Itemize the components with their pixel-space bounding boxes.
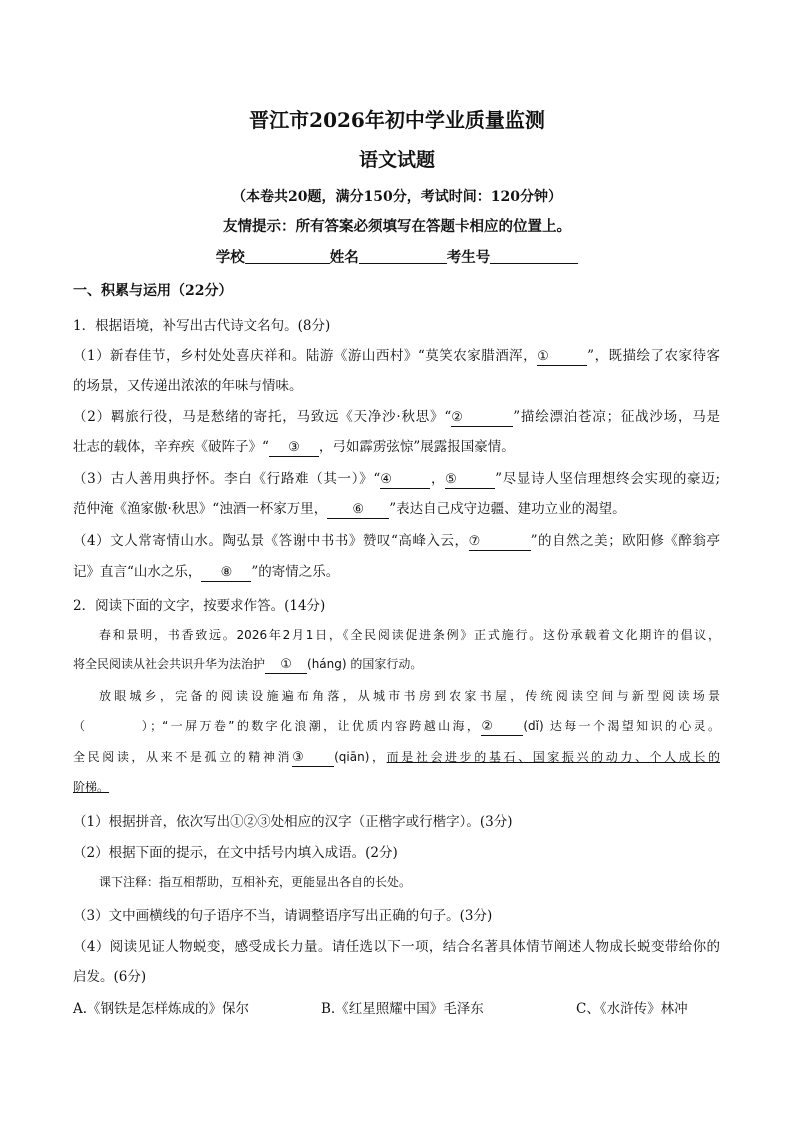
name-label: 姓名 bbox=[329, 249, 359, 266]
q1-stem: 1．根据语境，补写出古代诗文名句。(8分) bbox=[73, 318, 331, 334]
passage-line-4: （ ）；“一屏万卷”的数字化浪潮，让优质内容跨越山海，② (dǐ) 达每一个渴望知识的心灵。 bbox=[73, 719, 720, 734]
exam-title: 晋江市2026年初中学业质量监测 bbox=[249, 108, 545, 132]
blank-5: ⑤ bbox=[445, 472, 495, 489]
blank-2: ② bbox=[451, 410, 513, 427]
blank-6: ⑥ bbox=[327, 502, 389, 519]
exam-subtitle: 语文试题 bbox=[358, 149, 435, 171]
q2-sub-2: （2）根据下面的提示，在文中括号内填入成语。(2分) bbox=[73, 845, 398, 861]
choice-c: C、《水浒传》林冲 bbox=[576, 1001, 688, 1017]
school-field[interactable] bbox=[245, 249, 330, 264]
underlined-sentence: 而是社会进步的基石、国家振兴的动力、个人成长的 bbox=[386, 750, 720, 764]
q1-p3-line2: 范仲淹《渔家傲·秋思》“浊酒一杯家万里， ⑥ ”表达自己戍守边疆、建功立业的渴望。 bbox=[73, 501, 626, 517]
id-label: 考生号 bbox=[446, 249, 491, 266]
q2-sub-4-line2: 启发。(6分) bbox=[73, 969, 147, 985]
q1-p1-line1: （1）新春佳节，乡村处处喜庆祥和。陆游《游山西村》“莫笑农家腊酒浑，① ”，既描绘了农家待客 bbox=[73, 348, 720, 364]
passage-line-1: 春和景明，书香致远。2026年2月1日，《全民阅读促进条例》正式施行。这份承载着文化期许的倡议， bbox=[99, 628, 720, 642]
q2-sub-3: （3）文中画横线的句子语序不当，请调整语序写出正确的句子。(3分) bbox=[73, 908, 493, 924]
q1-p3-line1: （3）古人善用典抒怀。李白《行路难（其一）》“④ ，⑤ ”尽显诗人坚信理想终会实现的豪迈; bbox=[73, 471, 721, 487]
passage-line-3: 放眼城乡，完备的阅读设施遍布角落，从城市书房到农家书屋，传统阅读空间与新型阅读场景 bbox=[99, 689, 720, 703]
school-label: 学校 bbox=[215, 249, 245, 266]
passage-blank-1: ① bbox=[265, 657, 307, 674]
blank-4: ④ bbox=[380, 472, 430, 489]
q1-p2-line1: （2）羁旅行役，马是愁绪的寄托，马致远《天净沙·秋思》“② ”描绘漂泊苍凉；征战沙场，马是 bbox=[73, 409, 720, 425]
choice-a: A.《钢铁是怎样炼成的》保尔 bbox=[73, 1001, 250, 1017]
exam-tip: 友情提示：所有答案必须填写在答题卡相应的位置上。 bbox=[223, 218, 571, 235]
blank-1: ① bbox=[537, 349, 587, 366]
underlined-sentence-end: 阶梯。 bbox=[73, 780, 110, 794]
passage-line-6 bbox=[73, 778, 109, 795]
passage-blank-2: ② bbox=[481, 719, 523, 736]
name-field[interactable] bbox=[359, 249, 447, 264]
blank-8: ⑧ bbox=[201, 565, 251, 582]
q1-p1-line2: 的场景，又传递出浓浓的年味与情味。 bbox=[73, 378, 303, 394]
q2-sub-1: （1）根据拼音，依次写出①②③处相应的汉字（正楷字或行楷字）。(3分) bbox=[73, 814, 513, 830]
passage-line-5: 全民阅读，从来不是孤立的精神消③ (qiān)，而是社会进步的基石、国家振兴的动力、个人成长的 bbox=[73, 750, 720, 765]
q1-p4-line1: （4）文人常寄情山水。陶弘景《答谢中书书》赞叹“高峰入云，⑦ ”的自然之美；欧阳修《醉翁亭 bbox=[73, 533, 720, 549]
blank-7: ⑦ bbox=[469, 534, 531, 551]
exam-info: （本卷共20题，满分150分，考试时间：120分钟） bbox=[232, 189, 562, 205]
blank-3: ③ bbox=[269, 440, 319, 457]
passage-line-2: 将全民阅读从社会共识升华为法治护 ① (háng) 的国家行动。 bbox=[73, 657, 423, 672]
id-field[interactable] bbox=[490, 249, 578, 264]
q1-p4-line2: 记》直言“山水之乐， ⑧ ”的寄情之乐。 bbox=[73, 564, 340, 580]
q1-p2-line2: 壮志的载体，辛弃疾《破阵子》“ ③ ，弓如霹雳弦惊”展露报国豪情。 bbox=[73, 439, 515, 455]
choice-b: B.《红星照耀中国》毛泽东 bbox=[321, 1001, 484, 1017]
section-title: 一、积累与运用（22分） bbox=[73, 283, 233, 299]
q2-sub-4-line1: （4）阅读见证人物蜕变，感受成长力量。请任选以下一项，结合名著具体情节阐述人物成长蜕变带给你的 bbox=[73, 939, 720, 955]
q2-sub-2-note: 课下注释：指互相帮助，互相补充，更能显出各自的长处。 bbox=[99, 875, 412, 889]
student-fields bbox=[0, 246, 794, 267]
passage-blank-3: ③ bbox=[292, 750, 334, 767]
q2-stem: 2．阅读下面的文字，按要求作答。(14分) bbox=[73, 598, 326, 614]
